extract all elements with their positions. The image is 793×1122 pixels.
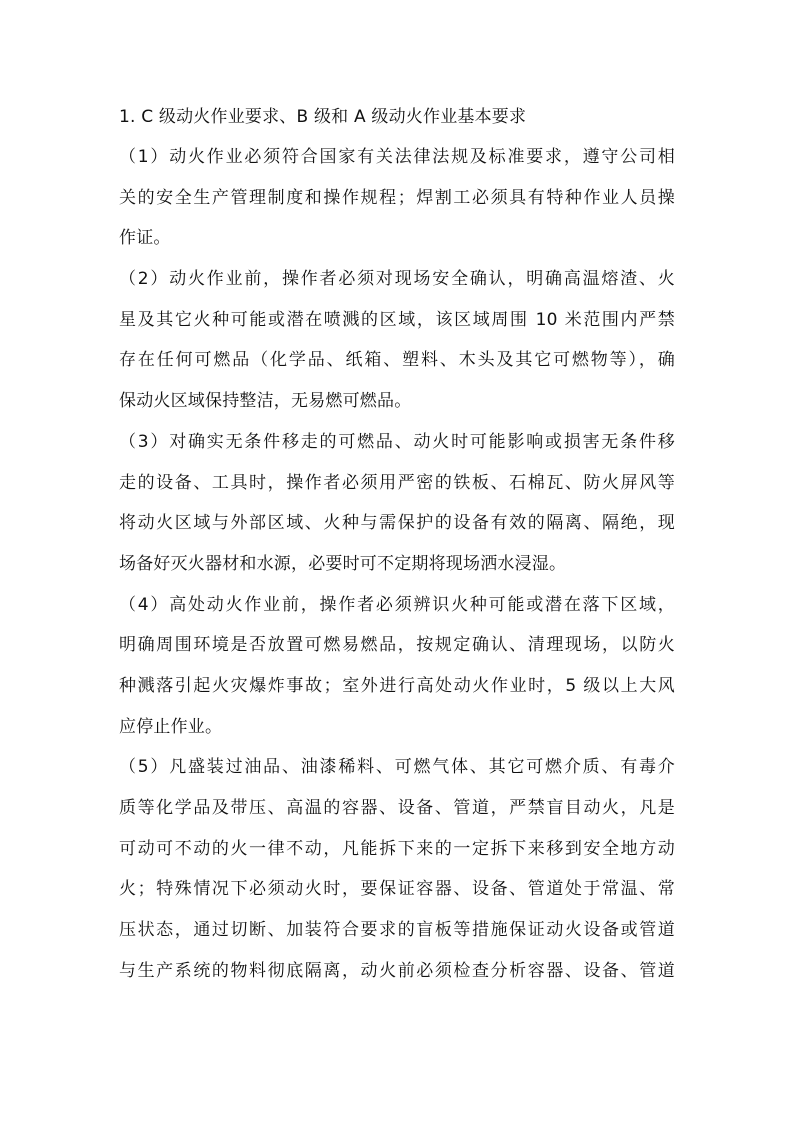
text-line: 与生产系统的物料彻底隔离，动火前必须检查分析容器、设备、管道 (119, 960, 675, 981)
text-line: （2）动火作业前，操作者必须对现场安全确认，明确高温熔渣、火 (119, 269, 675, 290)
text-line: 明确周围环境是否放置可燃易燃品，按规定确认、清理现场，以防火 (119, 635, 675, 656)
text-line: （3）对确实无条件移走的可燃品、动火时可能影响或损害无条件移 (119, 431, 675, 452)
text-line: （5）凡盛装过油品、油漆稀料、可燃气体、其它可燃介质、有毒介 (119, 757, 675, 778)
document-body (119, 97, 675, 991)
text-line: （4）高处动火作业前，操作者必须辨识火种可能或潜在落下区域， (119, 594, 675, 615)
text-line: 存在任何可燃品（化学品、纸箱、塑料、木头及其它可燃物等），确 (119, 350, 675, 371)
text-line: 应停止作业。 (119, 716, 223, 737)
text-line: 火；特殊情况下必须动火时，要保证容器、设备、管道处于常温、常 (119, 879, 675, 900)
paragraph-list (119, 137, 675, 991)
paragraph-5 (119, 747, 675, 991)
paragraph-3 (119, 422, 675, 585)
paragraph-1 (119, 137, 675, 259)
text-line: 质等化学品及带压、高温的容器、设备、管道，严禁盲目动火，凡是 (119, 798, 675, 818)
text-line: 压状态，通过切断、加装符合要求的盲板等措施保证动火设备或管道 (119, 920, 675, 941)
text-line: 场备好灭火器材和水源，必要时可不定期将现场洒水浸湿。 (119, 553, 567, 574)
paragraph-4 (119, 585, 675, 748)
text-line: 种溅落引起火灾爆炸事故；室外进行高处动火作业时，5 级以上大风 (119, 675, 675, 696)
text-line: 走的设备、工具时，操作者必须用严密的铁板、石棉瓦、防火屏风等 (119, 472, 675, 493)
section-heading: 1. C 级动火作业要求、B 级和 A 级动火作业基本要求 (119, 107, 527, 127)
text-line: 可动可不动的火一律不动，凡能拆下来的一定拆下来移到安全地方动 (119, 838, 675, 859)
text-line: 作证。 (119, 228, 171, 249)
text-line: 保动火区域保持整洁，无易燃可燃品。 (119, 391, 412, 412)
text-line: （1）动火作业必须符合国家有关法律法规及标准要求，遵守公司相 (119, 147, 675, 167)
text-line: 关的安全生产管理制度和操作规程；焊割工必须具有特种作业人员操 (119, 187, 675, 208)
paragraph-2 (119, 259, 675, 422)
text-line: 星及其它火种可能或潜在喷溅的区域，该区域周围 10 米范围内严禁 (119, 309, 675, 330)
text-line: 将动火区域与外部区域、火种与需保护的设备有效的隔离、隔绝，现 (119, 513, 675, 534)
